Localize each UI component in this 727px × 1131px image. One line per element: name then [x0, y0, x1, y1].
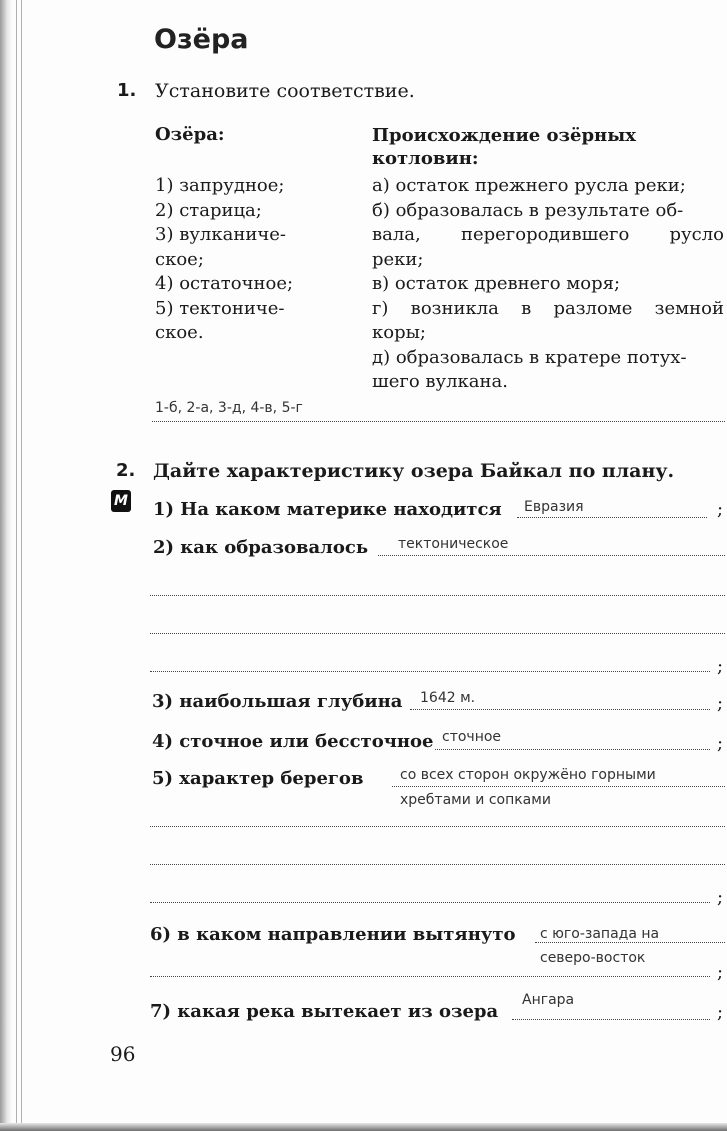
answer-line [535, 942, 725, 943]
q2-answer[interactable]: тектоническое [398, 536, 509, 552]
semicolon: ; [717, 1002, 724, 1023]
answer-line [150, 902, 710, 903]
answer-line [150, 826, 725, 827]
semicolon: ; [717, 733, 724, 754]
semicolon: ; [717, 656, 724, 677]
answer-line [517, 517, 707, 518]
lake-item: 5) тектониче- [155, 297, 285, 319]
origin-item: коры; [372, 322, 426, 343]
origin-item: а) остаток прежнего русла реки; [372, 175, 686, 196]
lake-item: 3) вулканиче- [155, 224, 286, 245]
answer-line [152, 421, 725, 422]
q5-answer-line1[interactable]: со всех сторон окружёно горными [400, 767, 656, 783]
lakes-header: Озёра: [155, 124, 225, 145]
binding-line [16, 0, 17, 1131]
origin-item: б) образовалась в результате об- [372, 199, 684, 221]
origin-item: вала, перегородившего русло [372, 224, 724, 245]
answer-line [150, 633, 725, 634]
origin-item: шего вулкана. [372, 371, 508, 392]
lake-item: ское. [155, 322, 204, 343]
semicolon: ; [717, 693, 724, 714]
q6-answer-line2[interactable]: северо-восток [540, 950, 646, 966]
q3-answer[interactable]: 1642 м. [420, 690, 476, 706]
page-number: 96 [110, 1042, 136, 1066]
q5-answer-line2[interactable]: хребтами и сопками [400, 792, 551, 808]
answer-line [150, 976, 710, 977]
answer-line [512, 1019, 710, 1020]
q1-label: 1) На каком материке находится [153, 499, 502, 520]
task2-instruction: Дайте характеристику озера Байкал по плану. [153, 460, 675, 482]
q7-answer[interactable]: Ангара [522, 992, 575, 1008]
q6-label: 6) в каком направлении вытянуто [150, 924, 516, 945]
multimedia-badge-icon: М [111, 490, 131, 512]
origin-item: реки; [372, 248, 424, 270]
lakes-list [155, 174, 293, 346]
origin-item: г) возникла в разломе земной [372, 297, 724, 319]
q4-answer[interactable]: сточное [442, 729, 502, 745]
answer-line [378, 555, 725, 556]
lake-item: 1) запрудное; [155, 175, 285, 196]
task1-answer[interactable]: 1-б, 2-а, 3-д, 4-в, 5-г [155, 400, 303, 416]
answer-line [392, 786, 725, 787]
page-bottom-edge [0, 1123, 727, 1131]
q3-label: 3) наибольшая глубина [152, 691, 403, 712]
lake-item: ское; [155, 248, 204, 270]
lake-item: 2) старица; [155, 199, 262, 221]
origin-item: д) образовалась в кратере потух- [372, 346, 687, 368]
semicolon: ; [717, 887, 724, 908]
page-title: Озёра [154, 24, 249, 55]
answer-line [150, 671, 710, 672]
semicolon: ; [717, 962, 724, 983]
task1-number: 1. [117, 80, 137, 101]
task2-number: 2. [116, 460, 136, 481]
answer-line [435, 749, 710, 750]
answer-line [150, 864, 725, 865]
origins-list [372, 174, 724, 395]
q4-label: 4) сточное или бессточное [152, 731, 434, 752]
semicolon: ; [717, 499, 724, 520]
q1-answer[interactable]: Евразия [524, 499, 584, 515]
q5-label: 5) характер берегов [152, 768, 364, 789]
binding-shadow [0, 0, 12, 1131]
origin-header: Происхождение озёрных котловин: [372, 125, 636, 169]
answer-line [150, 595, 725, 596]
lake-item: 4) остаточное; [155, 273, 294, 294]
origin-item: в) остаток древнего моря; [372, 273, 621, 294]
task1-instruction: Установите соответствие. [155, 80, 415, 102]
q2-label: 2) как образовалось [153, 537, 369, 558]
binding-line [21, 0, 22, 1131]
q6-answer-line1[interactable]: с юго-запада на [540, 926, 660, 942]
answer-line [410, 709, 710, 710]
q7-label: 7) какая река вытекает из озера [150, 1001, 499, 1022]
